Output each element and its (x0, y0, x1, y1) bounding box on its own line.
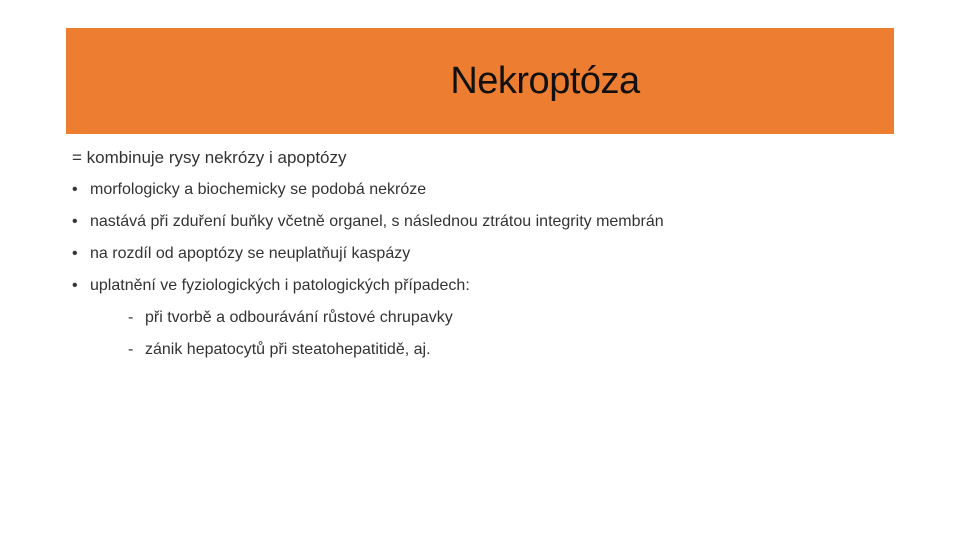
bullet-text: na rozdíl od apoptózy se neuplatňují kaspázy (90, 245, 411, 262)
sub-item (128, 341, 431, 359)
sub-item (128, 309, 453, 327)
bullet-item (72, 181, 426, 199)
sub-dash: - (128, 309, 134, 326)
bullet-text: morfologicky a biochemicky se podobá nekróze (90, 181, 427, 198)
slide-title: Nekroptóza (450, 59, 640, 102)
bullet-item (72, 213, 664, 231)
bullet-text: uplatnění ve fyziologických i patologických případech: (90, 277, 470, 294)
sub-dash: - (128, 341, 134, 358)
bullet-item (72, 245, 410, 263)
bullet-dot: • (72, 245, 78, 262)
bullet-text: nastává při zduření buňky včetně organel, s následnou ztrátou integrity membrán (90, 213, 664, 230)
sub-text: zánik hepatocytů při steatohepatitidě, aj. (145, 341, 431, 358)
bullet-item (72, 277, 470, 295)
bullet-dot: • (72, 213, 78, 230)
intro-line: = kombinuje rysy nekrózy i apoptózy (72, 148, 347, 167)
bullet-dot: • (72, 181, 78, 198)
sub-text: při tvorbě a odbourávání růstové chrupavky (145, 309, 453, 326)
bullet-dot: • (72, 277, 78, 294)
